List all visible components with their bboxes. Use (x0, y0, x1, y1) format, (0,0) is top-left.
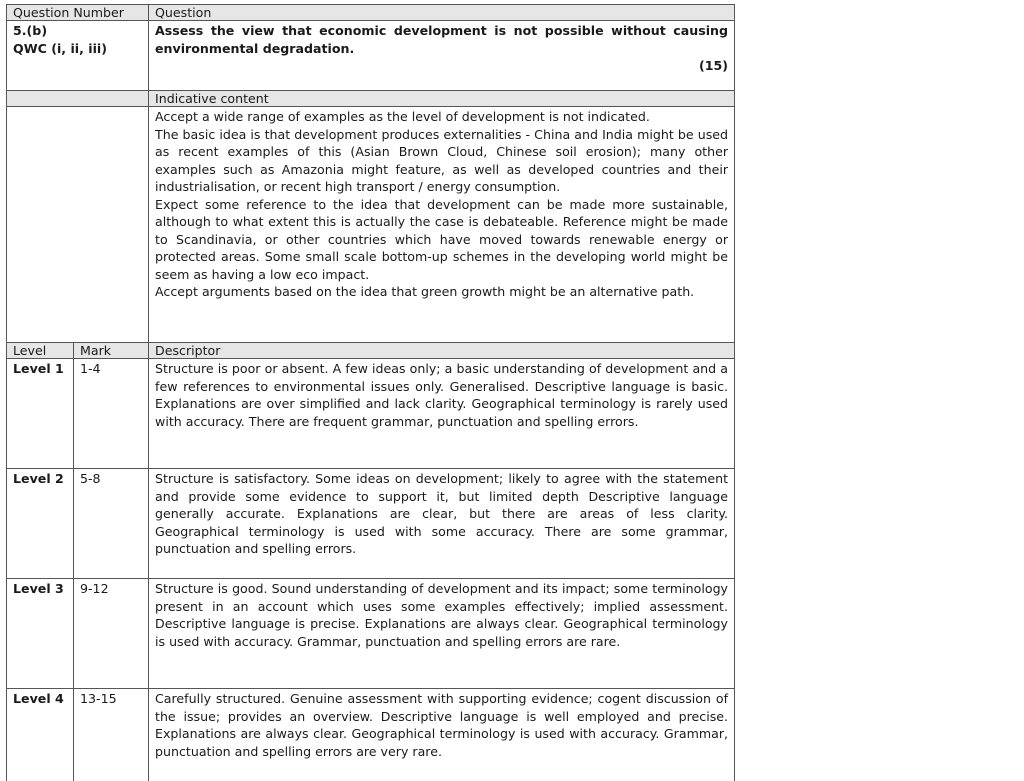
question-number-header: Question Number (7, 5, 149, 21)
level-label: Level 2 (7, 469, 74, 579)
descriptor-header: Descriptor (149, 343, 735, 359)
question-marks: (15) (698, 58, 729, 73)
indicative-content (149, 107, 735, 343)
level-mark: 13-15 (74, 689, 149, 781)
mark-scheme-table (6, 4, 735, 781)
question-text-cell (149, 21, 735, 91)
question-text: Assess the view that economic development is not possible without causing environmental degradation. (155, 23, 729, 56)
level-row (7, 689, 735, 781)
level-descriptor: Structure is satisfactory. Some ideas on development; likely to agree with the statement and provide some evidence to support it, but limited depth Descriptive language generally accurate. Explanations are clear, but there are areas of less clarity. Geographical terminology is used with some accuracy. There are some grammar, punctuation and spelling errors. (149, 469, 735, 579)
indicative-header-blank (7, 91, 149, 107)
header-row (7, 5, 735, 21)
level-descriptor: Carefully structured. Genuine assessment with supporting evidence; cogent discussion of the issue; provides an overview. Descriptive language is well employed and precise. Explanations are always clear. Geographical terminology is used with accuracy. Grammar, punctuation and spelling errors are very rare. (149, 689, 735, 781)
level-descriptor: Structure is good. Sound understanding of development and its impact; some terminology present in an account which uses some examples effectively; implied assessment. Descriptive language is precise. Explanations are always clear. Geographical terminology is used with accuracy. Grammar, punctuation and spelling errors are rare. (149, 579, 735, 689)
question-number: 5.(b) (13, 23, 48, 38)
indicative-row (7, 107, 735, 343)
level-row (7, 359, 735, 469)
level-mark: 9-12 (74, 579, 149, 689)
mark-scheme-document (6, 4, 734, 768)
indicative-header-row (7, 91, 735, 107)
level-label: Level 1 (7, 359, 74, 469)
question-number-cell (7, 21, 149, 91)
level-descriptor: Structure is poor or absent. A few ideas only; a basic understanding of development and a few references to environmental issues only. Generalised. Descriptive language is basic. Explanations are over simplified and lack clarity. Geographical terminology is rarely used with accuracy. There are frequent grammar, punctuation and spelling errors. (149, 359, 735, 469)
level-mark: 5-8 (74, 469, 149, 579)
level-header: Level (7, 343, 74, 359)
indicative-paragraph: Accept a wide range of examples as the level of development is not indicated. (155, 109, 650, 124)
indicative-paragraph: The basic idea is that development produces externalities - China and India might be used as recent examples of this (Asian Brown Cloud, Chinese soil erosion); many other examples such as Amazonia might feature, as well as developed countries and their industrialisation, or recent high transport / energy consumption. (155, 126, 729, 194)
levels-header-row (7, 343, 735, 359)
qwc-label: QWC (i, ii, iii) (13, 40, 107, 56)
level-label: Level 3 (7, 579, 74, 689)
mark-header: Mark (74, 343, 149, 359)
level-mark: 1-4 (74, 359, 149, 469)
level-row (7, 579, 735, 689)
indicative-paragraph: Expect some reference to the idea that development can be made more sustainable, although to what extent this is actually the case is debateable. Reference might be made to Scandinavia, or other countries which have moved towards renewable energy or protected areas. Some small scale bottom-up schemes in the developing world might be seem as having a low eco impact. (155, 196, 729, 282)
level-row (7, 469, 735, 579)
indicative-heading: Indicative content (149, 91, 735, 107)
level-label: Level 4 (7, 689, 74, 781)
question-row (7, 21, 735, 91)
indicative-blank (7, 107, 149, 343)
question-header: Question (149, 5, 735, 21)
indicative-paragraph: Accept arguments based on the idea that green growth might be an alternative path. (155, 284, 695, 299)
